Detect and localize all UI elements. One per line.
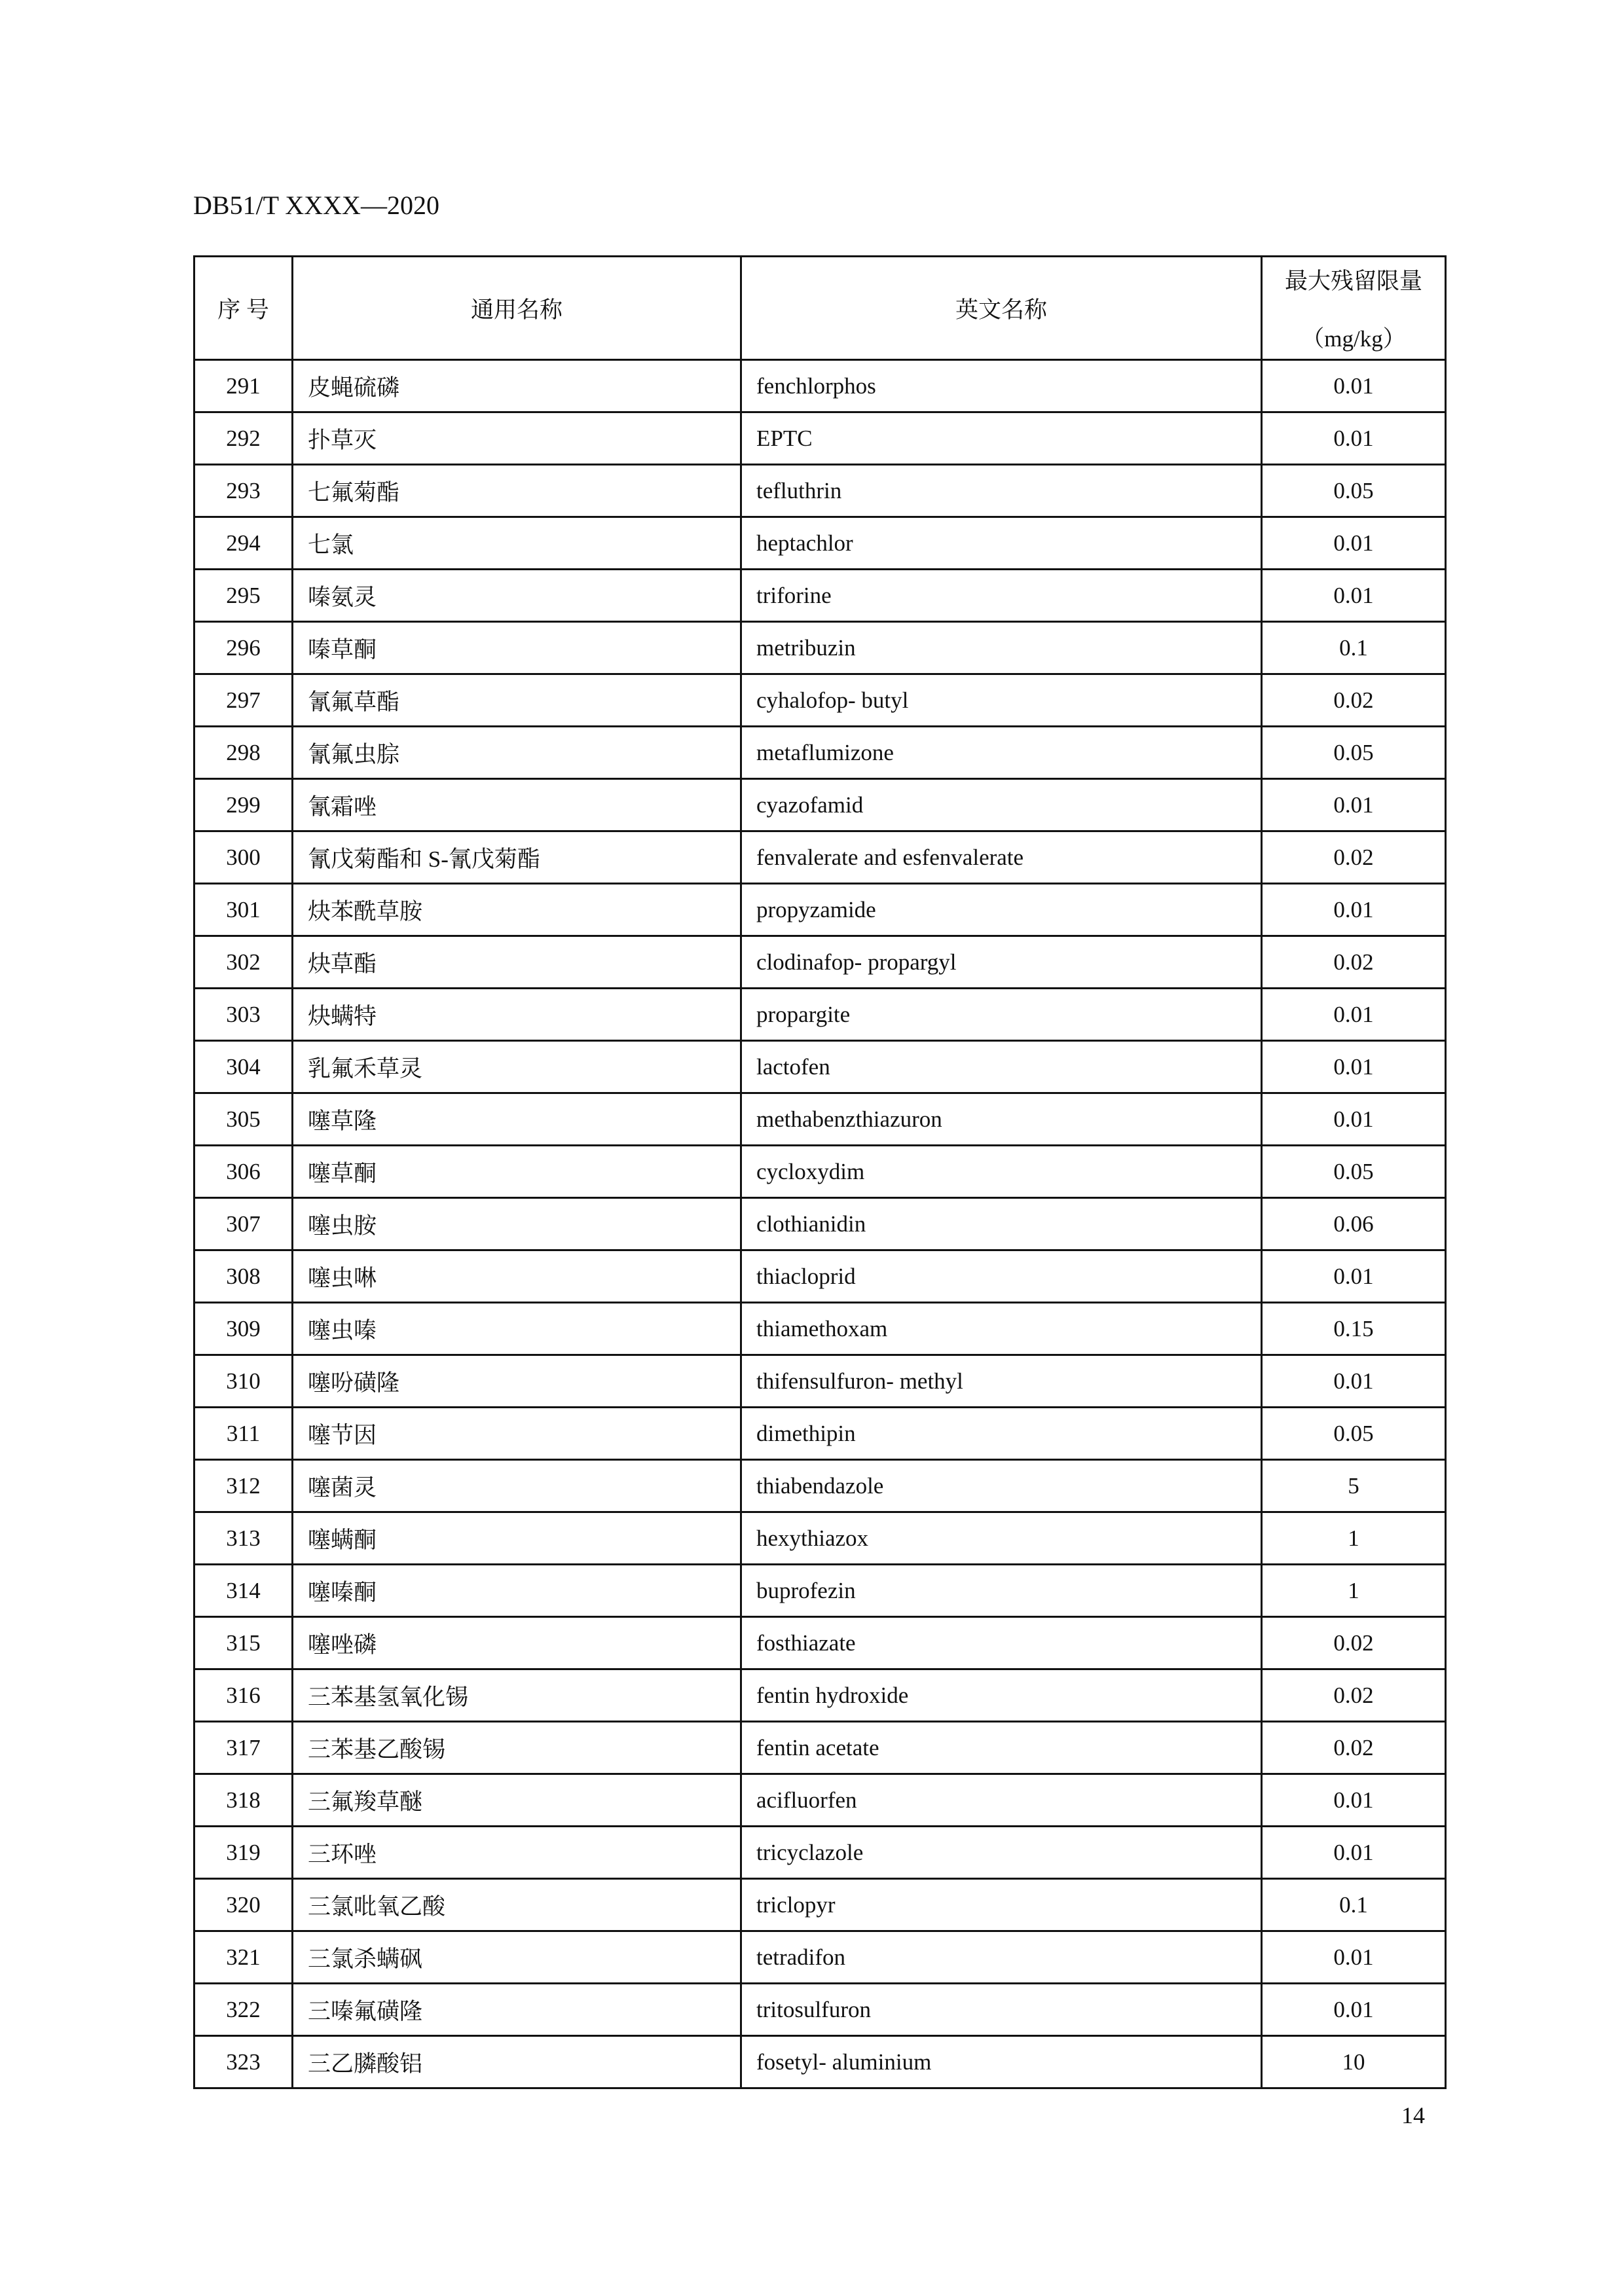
common-name-cell: 乳氟禾草灵 [293,1041,741,1093]
mrl-header-label: 最大残留限量 [1284,268,1422,294]
english-name-cell: fosthiazate [741,1617,1262,1669]
row-index: 312 [194,1460,293,1512]
table-row [194,1355,1446,1408]
mrl-value-cell: 0.01 [1262,1827,1446,1879]
common-name-cell: 嗪氨灵 [293,570,741,622]
row-index: 323 [194,2036,293,2088]
row-index: 311 [194,1408,293,1460]
mrl-value-cell: 0.1 [1262,1879,1446,1931]
english-name-cell: triforine [741,570,1262,622]
mrl-table [193,255,1447,2089]
english-name-cell: thiamethoxam [741,1303,1262,1355]
common-name-cell: 噻虫嗪 [293,1303,741,1355]
row-index: 296 [194,622,293,674]
row-index: 292 [194,412,293,465]
table-row [194,779,1446,831]
common-name-cell: 三乙膦酸铝 [293,2036,741,2088]
common-name-cell: 三嗪氟磺隆 [293,1984,741,2036]
english-name-cell: fenchlorphos [741,360,1262,412]
row-index: 304 [194,1041,293,1093]
table-row [194,884,1446,936]
row-index: 293 [194,465,293,517]
table-row [194,1827,1446,1879]
table-row [194,1408,1446,1460]
table-row [194,465,1446,517]
table-row [194,1198,1446,1250]
english-name-cell: fenvalerate and esfenvalerate [741,831,1262,884]
common-name-cell: 噻草酮 [293,1146,741,1198]
mrl-value-cell: 0.01 [1262,779,1446,831]
table-row [194,622,1446,674]
mrl-value-cell: 0.01 [1262,1984,1446,2036]
row-index: 303 [194,989,293,1041]
table-row [194,1146,1446,1198]
row-index: 299 [194,779,293,831]
english-name-cell: metribuzin [741,622,1262,674]
english-name-cell: tritosulfuron [741,1984,1262,2036]
mrl-value-cell: 10 [1262,2036,1446,2088]
row-index: 301 [194,884,293,936]
english-name-cell: propargite [741,989,1262,1041]
common-name-cell: 扑草灭 [293,412,741,465]
mrl-value-cell: 0.02 [1262,831,1446,884]
table-row [194,674,1446,727]
mrl-value-cell: 0.06 [1262,1198,1446,1250]
common-name-cell: 三苯基氢氧化锡 [293,1669,741,1722]
table-row [194,1984,1446,2036]
table-row [194,1565,1446,1617]
table-row [194,570,1446,622]
mrl-value-cell: 0.01 [1262,989,1446,1041]
table-row [194,1460,1446,1512]
english-name-cell: clothianidin [741,1198,1262,1250]
table-row [194,1879,1446,1931]
english-name-cell: heptachlor [741,517,1262,570]
english-name-cell: fentin acetate [741,1722,1262,1774]
common-name-cell: 三环唑 [293,1827,741,1879]
row-index: 322 [194,1984,293,2036]
mrl-value-cell: 0.02 [1262,936,1446,989]
row-index: 295 [194,570,293,622]
english-name-cell: triclopyr [741,1879,1262,1931]
english-name-cell: thiacloprid [741,1250,1262,1303]
column-header-common-name: 通用名称 [293,257,741,360]
table-row [194,831,1446,884]
common-name-cell: 炔苯酰草胺 [293,884,741,936]
row-index: 321 [194,1931,293,1984]
row-index: 298 [194,727,293,779]
table-row [194,1041,1446,1093]
english-name-cell: cyazofamid [741,779,1262,831]
row-index: 294 [194,517,293,570]
common-name-cell: 炔草酯 [293,936,741,989]
english-name-cell: EPTC [741,412,1262,465]
table-row [194,727,1446,779]
common-name-cell: 三氟羧草醚 [293,1774,741,1827]
table-row [194,412,1446,465]
mrl-value-cell: 0.01 [1262,412,1446,465]
common-name-cell: 七氯 [293,517,741,570]
row-index: 300 [194,831,293,884]
row-index: 318 [194,1774,293,1827]
common-name-cell: 炔螨特 [293,989,741,1041]
english-name-cell: methabenzthiazuron [741,1093,1262,1146]
english-name-cell: cycloxydim [741,1146,1262,1198]
row-index: 317 [194,1722,293,1774]
table-row [194,1774,1446,1827]
mrl-value-cell: 0.02 [1262,674,1446,727]
row-index: 320 [194,1879,293,1931]
row-index: 306 [194,1146,293,1198]
table-row [194,517,1446,570]
english-name-cell: tefluthrin [741,465,1262,517]
row-index: 291 [194,360,293,412]
mrl-value-cell: 0.01 [1262,1041,1446,1093]
table-row [194,2036,1446,2088]
english-name-cell: acifluorfen [741,1774,1262,1827]
common-name-cell: 三苯基乙酸锡 [293,1722,741,1774]
row-index: 310 [194,1355,293,1408]
column-header-index: 序 号 [194,257,293,360]
column-header-english-name: 英文名称 [741,257,1262,360]
mrl-value-cell: 0.15 [1262,1303,1446,1355]
mrl-value-cell: 0.01 [1262,1355,1446,1408]
table-row [194,1250,1446,1303]
english-name-cell: fentin hydroxide [741,1669,1262,1722]
mrl-value-cell: 0.02 [1262,1617,1446,1669]
row-index: 319 [194,1827,293,1879]
english-name-cell: cyhalofop- butyl [741,674,1262,727]
common-name-cell: 嗪草酮 [293,622,741,674]
common-name-cell: 噻虫啉 [293,1250,741,1303]
row-index: 313 [194,1512,293,1565]
table-row [194,1512,1446,1565]
table-row [194,1669,1446,1722]
english-name-cell: clodinafop- propargyl [741,936,1262,989]
english-name-cell: dimethipin [741,1408,1262,1460]
table-row [194,360,1446,412]
english-name-cell: thifensulfuron- methyl [741,1355,1262,1408]
common-name-cell: 氰戊菊酯和 S-氰戊菊酯 [293,831,741,884]
row-index: 307 [194,1198,293,1250]
mrl-value-cell: 1 [1262,1565,1446,1617]
common-name-cell: 三氯吡氧乙酸 [293,1879,741,1931]
row-index: 308 [194,1250,293,1303]
english-name-cell: tricyclazole [741,1827,1262,1879]
mrl-value-cell: 0.01 [1262,1250,1446,1303]
row-index: 314 [194,1565,293,1617]
common-name-cell: 噻菌灵 [293,1460,741,1512]
row-index: 305 [194,1093,293,1146]
table-row [194,1931,1446,1984]
mrl-value-cell: 0.01 [1262,1774,1446,1827]
english-name-cell: lactofen [741,1041,1262,1093]
common-name-cell: 噻草隆 [293,1093,741,1146]
common-name-cell: 三氯杀螨砜 [293,1931,741,1984]
common-name-cell: 氰霜唑 [293,779,741,831]
mrl-value-cell: 0.02 [1262,1669,1446,1722]
common-name-cell: 噻节因 [293,1408,741,1460]
common-name-cell: 噻虫胺 [293,1198,741,1250]
english-name-cell: propyzamide [741,884,1262,936]
mrl-value-cell: 1 [1262,1512,1446,1565]
mrl-value-cell: 0.01 [1262,1931,1446,1984]
mrl-value-cell: 0.02 [1262,1722,1446,1774]
mrl-value-cell: 0.01 [1262,884,1446,936]
table-row [194,1722,1446,1774]
mrl-value-cell: 0.05 [1262,1146,1446,1198]
common-name-cell: 噻吩磺隆 [293,1355,741,1408]
table-header-row [194,257,1446,360]
english-name-cell: fosetyl- aluminium [741,2036,1262,2088]
table-row [194,1093,1446,1146]
mrl-value-cell: 0.05 [1262,1408,1446,1460]
english-name-cell: thiabendazole [741,1460,1262,1512]
mrl-header-unit: （mg/kg） [1301,325,1406,352]
mrl-value-cell: 0.05 [1262,465,1446,517]
table-row [194,989,1446,1041]
column-header-mrl [1262,257,1446,360]
common-name-cell: 皮蝇硫磷 [293,360,741,412]
mrl-value-cell: 0.01 [1262,1093,1446,1146]
row-index: 297 [194,674,293,727]
document-code: DB51/T XXXX—2020 [193,191,439,220]
common-name-cell: 噻唑磷 [293,1617,741,1669]
row-index: 302 [194,936,293,989]
row-index: 315 [194,1617,293,1669]
common-name-cell: 噻嗪酮 [293,1565,741,1617]
mrl-value-cell: 0.01 [1262,517,1446,570]
english-name-cell: tetradifon [741,1931,1262,1984]
row-index: 316 [194,1669,293,1722]
common-name-cell: 七氟菊酯 [293,465,741,517]
table-row [194,1303,1446,1355]
common-name-cell: 噻螨酮 [293,1512,741,1565]
common-name-cell: 氰氟草酯 [293,674,741,727]
mrl-value-cell: 0.01 [1262,360,1446,412]
mrl-value-cell: 0.01 [1262,570,1446,622]
english-name-cell: hexythiazox [741,1512,1262,1565]
common-name-cell: 氰氟虫腙 [293,727,741,779]
table-row [194,936,1446,989]
english-name-cell: buprofezin [741,1565,1262,1617]
mrl-value-cell: 0.05 [1262,727,1446,779]
mrl-value-cell: 5 [1262,1460,1446,1512]
mrl-value-cell: 0.1 [1262,622,1446,674]
row-index: 309 [194,1303,293,1355]
table-row [194,1617,1446,1669]
english-name-cell: metaflumizone [741,727,1262,779]
page-number: 14 [1401,2102,1425,2128]
